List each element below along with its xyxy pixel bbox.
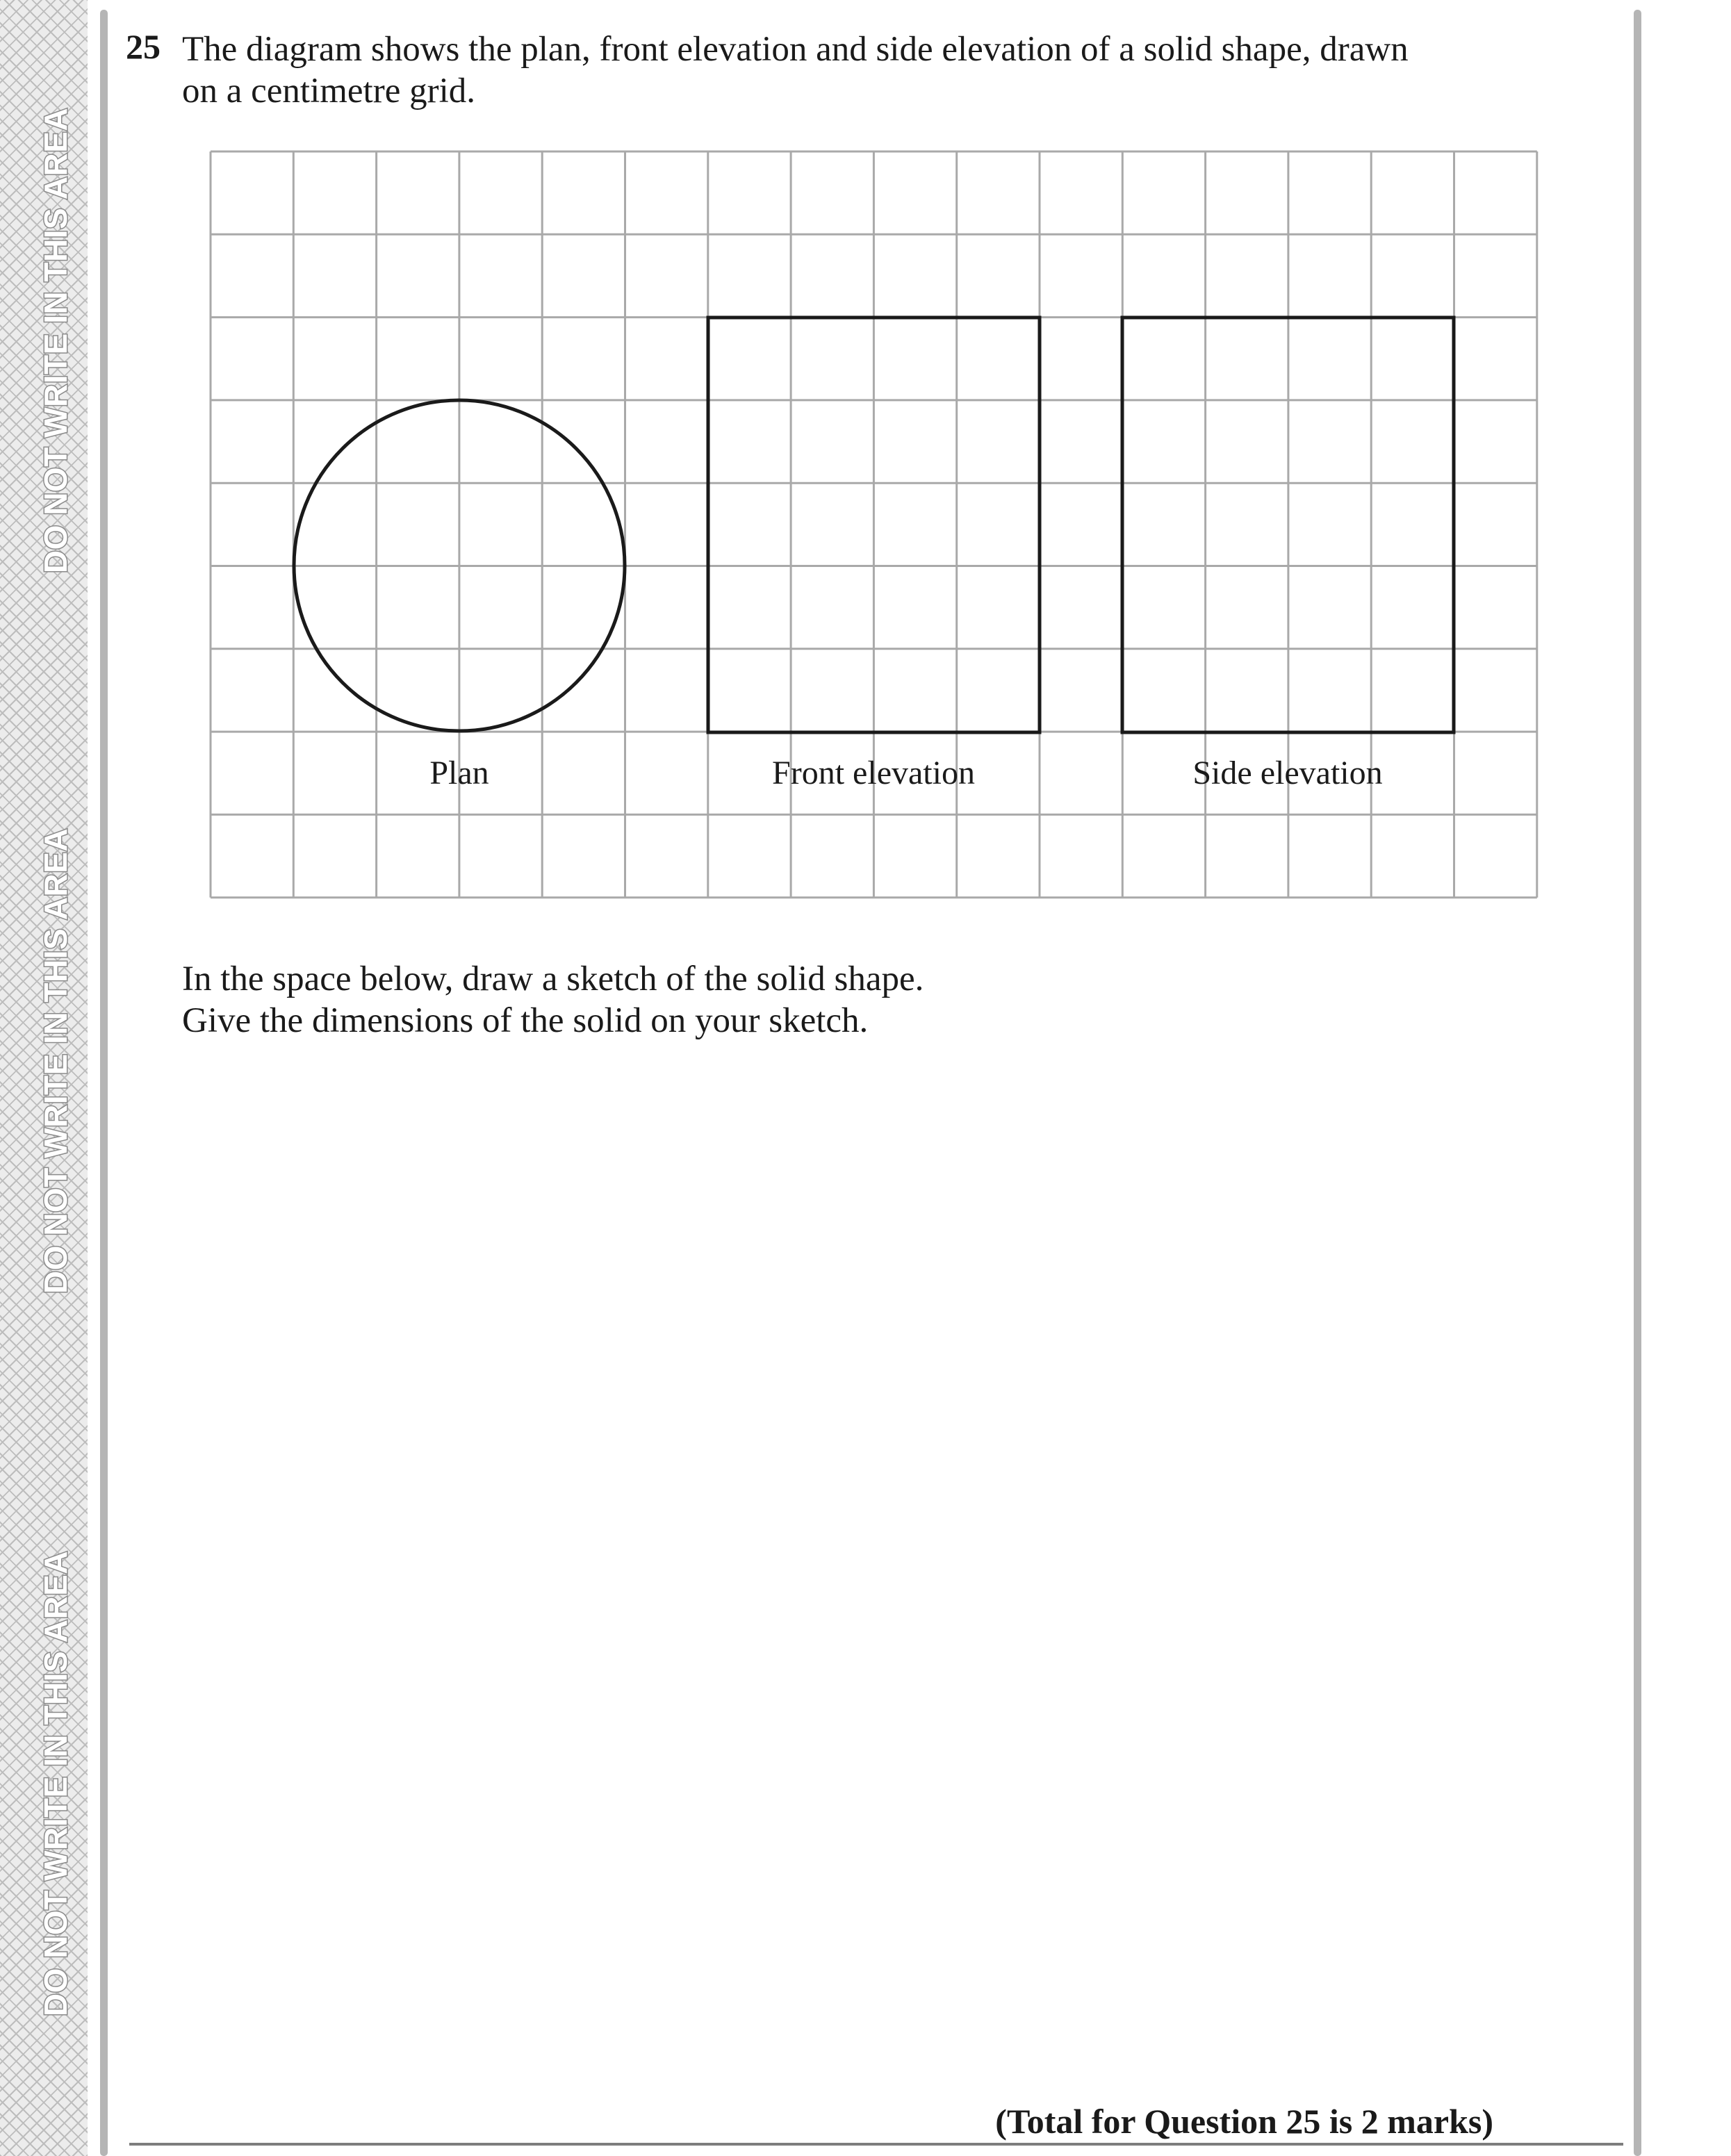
front-elevation-label: Front elevation (772, 755, 975, 791)
margin-warning-middle: DO NOT WRITE IN THIS AREA (38, 828, 74, 1294)
instruction-line2: Give the dimensions of the solid on your sketch. (182, 1001, 869, 1040)
total-marks: (Total for Question 25 is 2 marks) (995, 2102, 1493, 2141)
question-text-line1: The diagram shows the plan, front elevation and side elevation of a solid shape, drawn (182, 30, 1409, 69)
elevation-diagram (0, 0, 1731, 917)
margin-warning-bottom: DO NOT WRITE IN THIS AREA (38, 1550, 74, 2017)
margin-warning-top: DO NOT WRITE IN THIS AREA (38, 107, 74, 574)
bottom-rule (129, 2143, 1623, 2146)
side-elevation-label: Side elevation (1192, 755, 1383, 791)
plan-label: Plan (429, 755, 489, 791)
question-number: 25 (126, 27, 161, 66)
answer-sketch-area[interactable] (182, 1056, 1572, 2071)
instruction-line1: In the space below, draw a sketch of the solid shape. (182, 960, 924, 998)
question-text-line2: on a centimetre grid. (182, 72, 475, 110)
